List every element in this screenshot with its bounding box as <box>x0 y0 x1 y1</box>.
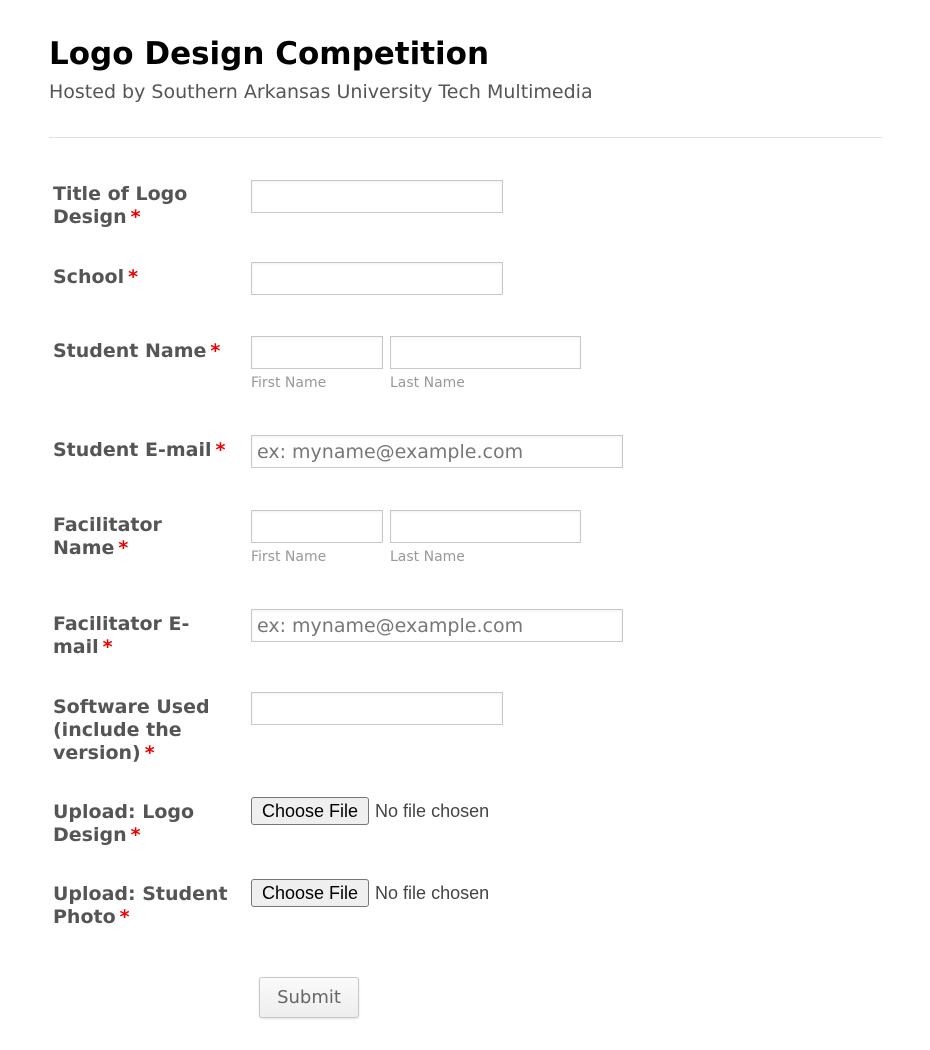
required-marker: * <box>210 340 221 362</box>
upload-photo-label <box>53 883 239 929</box>
student-first-name-sublabel: First Name <box>251 375 327 391</box>
school-label-text: School <box>53 266 125 288</box>
required-marker: * <box>102 636 113 658</box>
upload-logo-file-status: No file chosen <box>375 800 490 821</box>
required-marker: * <box>130 824 141 846</box>
software-used-input[interactable] <box>251 692 503 725</box>
software-used-field <box>251 692 503 725</box>
school-label <box>53 266 239 289</box>
facilitator-first-name-part <box>251 510 383 566</box>
upload-photo-choose-file-button[interactable]: Choose File <box>251 879 369 907</box>
student-first-name-input[interactable] <box>251 336 383 369</box>
student-name-label-text: Student Name <box>53 340 207 362</box>
facilitator-email-label-text: Facilitator E-mail <box>53 613 190 658</box>
facilitator-last-name-input[interactable] <box>390 510 581 543</box>
required-marker: * <box>215 439 226 461</box>
upload-logo-label <box>53 801 223 847</box>
title-of-logo-label <box>53 183 239 229</box>
facilitator-email-input[interactable] <box>251 609 623 642</box>
facilitator-email-field <box>251 609 623 642</box>
school-input[interactable] <box>251 262 503 295</box>
upload-photo-control <box>251 879 489 907</box>
required-marker: * <box>128 266 139 288</box>
upload-logo-choose-file-button[interactable]: Choose File <box>251 797 369 825</box>
required-marker: * <box>144 742 155 764</box>
header-divider <box>49 137 882 138</box>
student-last-name-sublabel: Last Name <box>390 375 465 391</box>
facilitator-first-name-input[interactable] <box>251 510 383 543</box>
facilitator-last-name-sublabel: Last Name <box>390 549 465 565</box>
student-email-label <box>53 439 249 462</box>
student-last-name-part <box>390 336 581 392</box>
facilitator-email-label <box>53 613 203 659</box>
upload-logo-control <box>251 797 489 825</box>
facilitator-name-label-text: Facilitator Name <box>53 514 162 559</box>
facilitator-last-name-part <box>390 510 581 566</box>
required-marker: * <box>118 537 129 559</box>
submit-button[interactable]: Submit <box>259 977 359 1018</box>
upload-photo-field <box>251 879 489 907</box>
school-field <box>251 262 503 295</box>
software-used-label-text: Software Used (include the version) <box>53 696 210 764</box>
software-used-label <box>53 696 239 765</box>
facilitator-first-name-sublabel: First Name <box>251 549 327 565</box>
upload-logo-label-text: Upload: Logo Design <box>53 801 195 846</box>
title-of-logo-field <box>251 180 503 213</box>
student-last-name-input[interactable] <box>390 336 581 369</box>
page-title: Logo Design Competition <box>49 36 490 72</box>
upload-photo-file-status: No file chosen <box>375 882 490 903</box>
title-of-logo-input[interactable] <box>251 180 503 213</box>
facilitator-name-label <box>53 514 203 560</box>
required-marker: * <box>119 906 130 928</box>
student-email-label-text: Student E-mail <box>53 439 212 461</box>
form-header <box>49 34 882 107</box>
title-of-logo-label-text: Title of Logo Design <box>53 183 188 228</box>
upload-logo-field <box>251 797 489 825</box>
required-marker: * <box>130 206 141 228</box>
student-email-input[interactable] <box>251 435 623 468</box>
upload-photo-label-text: Upload: Student Photo <box>53 883 228 928</box>
page-subtitle: Hosted by Southern Arkansas University Tech Multimedia <box>49 81 593 103</box>
student-name-label <box>53 340 239 363</box>
student-first-name-part <box>251 336 383 392</box>
student-email-field <box>251 435 623 468</box>
